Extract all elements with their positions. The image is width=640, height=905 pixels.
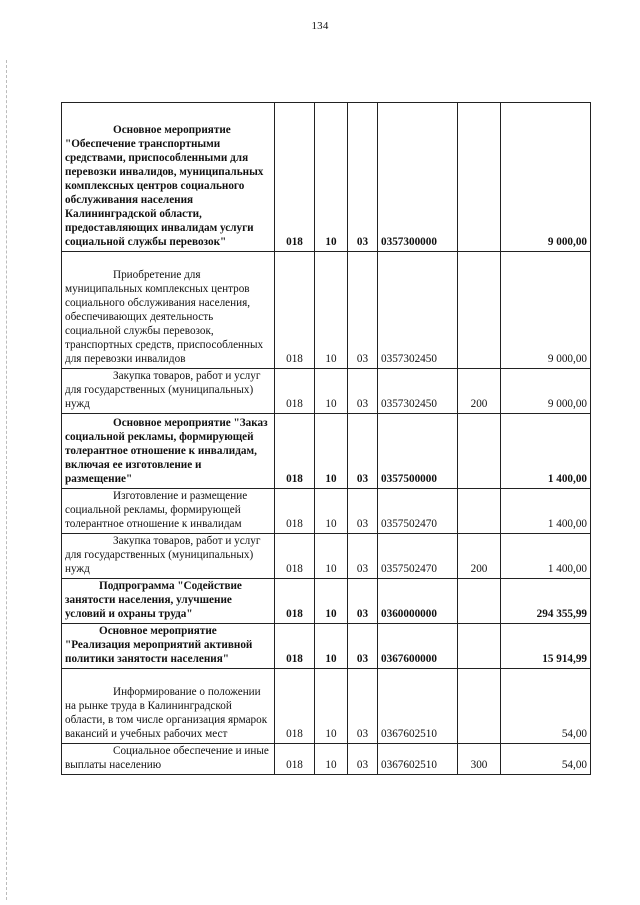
subsection-code: 03 bbox=[348, 489, 378, 534]
row-name: Информирование о положении на рынке труда в Калининградской области, в том числе организация ярмарок вакансий и учебных рабочих мест bbox=[62, 669, 275, 744]
table-row bbox=[62, 414, 591, 489]
subsection-code: 03 bbox=[348, 579, 378, 624]
amount: 294 355,99 bbox=[501, 579, 591, 624]
subsection-code: 03 bbox=[348, 624, 378, 669]
margin-dash-line bbox=[6, 60, 7, 900]
ministry-code: 018 bbox=[275, 624, 315, 669]
target-code: 0360000000 bbox=[378, 579, 458, 624]
row-name: Социальное обеспечение и иные выплаты населению bbox=[62, 744, 275, 775]
section-code: 10 bbox=[315, 669, 348, 744]
target-code: 0357500000 bbox=[378, 414, 458, 489]
amount: 54,00 bbox=[501, 744, 591, 775]
table-row bbox=[62, 744, 591, 775]
table-row bbox=[62, 252, 591, 369]
subsection-code: 03 bbox=[348, 369, 378, 414]
ministry-code: 018 bbox=[275, 414, 315, 489]
amount: 15 914,99 bbox=[501, 624, 591, 669]
section-code: 10 bbox=[315, 103, 348, 252]
target-code: 0367600000 bbox=[378, 624, 458, 669]
subsection-code: 03 bbox=[348, 103, 378, 252]
amount: 1 400,00 bbox=[501, 489, 591, 534]
expense-type-code bbox=[458, 579, 501, 624]
amount: 9 000,00 bbox=[501, 252, 591, 369]
page-number: 134 bbox=[311, 20, 329, 32]
amount: 1 400,00 bbox=[501, 414, 591, 489]
amount: 9 000,00 bbox=[501, 369, 591, 414]
section-code: 10 bbox=[315, 744, 348, 775]
row-name: Изготовление и размещение социальной рекламы, формирующей толерантное отношение к инвалидам bbox=[62, 489, 275, 534]
table-row bbox=[62, 103, 591, 252]
target-code: 0367602510 bbox=[378, 669, 458, 744]
expense-type-code bbox=[458, 669, 501, 744]
target-code: 0357502470 bbox=[378, 534, 458, 579]
table-row bbox=[62, 369, 591, 414]
expense-type-code bbox=[458, 624, 501, 669]
row-name: Подпрограмма "Содействие занятости населения, улучшение условий и охраны труда" bbox=[62, 579, 275, 624]
row-name: Основное мероприятие "Заказ социальной рекламы, формирующей толерантное отношение к инвалидам, включая ее изготовление и размещение" bbox=[62, 414, 275, 489]
section-code: 10 bbox=[315, 414, 348, 489]
subsection-code: 03 bbox=[348, 669, 378, 744]
section-code: 10 bbox=[315, 252, 348, 369]
ministry-code: 018 bbox=[275, 534, 315, 579]
ministry-code: 018 bbox=[275, 369, 315, 414]
row-name: Приобретение для муниципальных комплексных центров социального обслуживания населения, обеспечивающих деятельность социальной службы перевозок, транспортных средств, приспособленных для перевозки инвалидов bbox=[62, 252, 275, 369]
expense-type-code: 300 bbox=[458, 744, 501, 775]
subsection-code: 03 bbox=[348, 252, 378, 369]
expense-type-code bbox=[458, 103, 501, 252]
target-code: 0357302450 bbox=[378, 252, 458, 369]
ministry-code: 018 bbox=[275, 489, 315, 534]
table-row bbox=[62, 624, 591, 669]
target-code: 0357502470 bbox=[378, 489, 458, 534]
target-code: 0357300000 bbox=[378, 103, 458, 252]
expense-type-code bbox=[458, 489, 501, 534]
ministry-code: 018 bbox=[275, 744, 315, 775]
row-name: Основное мероприятие "Обеспечение транспортными средствами, приспособленными для перевозки инвалидов, муниципальных комплексных центров социального обслуживания населения Калининградской области, предоставляющих инвалидам услуги социальной службы перевозок" bbox=[62, 103, 275, 252]
row-name: Закупка товаров, работ и услуг для государственных (муниципальных) нужд bbox=[62, 534, 275, 579]
subsection-code: 03 bbox=[348, 534, 378, 579]
section-code: 10 bbox=[315, 534, 348, 579]
expense-type-code: 200 bbox=[458, 534, 501, 579]
ministry-code: 018 bbox=[275, 669, 315, 744]
subsection-code: 03 bbox=[348, 414, 378, 489]
expense-type-code bbox=[458, 414, 501, 489]
subsection-code: 03 bbox=[348, 744, 378, 775]
budget-table bbox=[61, 102, 591, 775]
amount: 9 000,00 bbox=[501, 103, 591, 252]
amount: 1 400,00 bbox=[501, 534, 591, 579]
section-code: 10 bbox=[315, 579, 348, 624]
amount: 54,00 bbox=[501, 669, 591, 744]
target-code: 0367602510 bbox=[378, 744, 458, 775]
table-row bbox=[62, 489, 591, 534]
ministry-code: 018 bbox=[275, 579, 315, 624]
target-code: 0357302450 bbox=[378, 369, 458, 414]
ministry-code: 018 bbox=[275, 103, 315, 252]
table-row bbox=[62, 579, 591, 624]
section-code: 10 bbox=[315, 369, 348, 414]
section-code: 10 bbox=[315, 489, 348, 534]
table-row bbox=[62, 534, 591, 579]
table-row bbox=[62, 669, 591, 744]
expense-type-code: 200 bbox=[458, 369, 501, 414]
row-name: Основное мероприятие "Реализация мероприятий активной политики занятости населения" bbox=[62, 624, 275, 669]
row-name: Закупка товаров, работ и услуг для государственных (муниципальных) нужд bbox=[62, 369, 275, 414]
expense-type-code bbox=[458, 252, 501, 369]
ministry-code: 018 bbox=[275, 252, 315, 369]
section-code: 10 bbox=[315, 624, 348, 669]
